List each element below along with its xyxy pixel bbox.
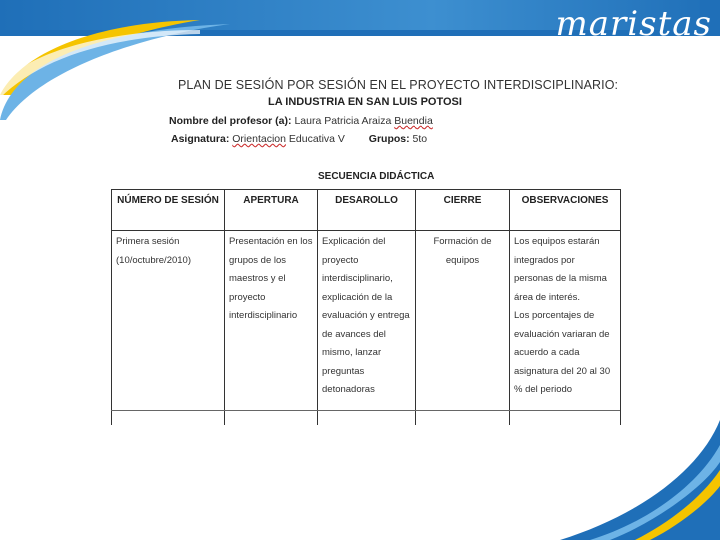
group-label: Grupos: (368, 133, 410, 145)
observaciones-part-1: Los equipos estarán integrados por personas de la misma área de interés. (514, 236, 607, 303)
maristas-logo: maristas (555, 4, 712, 44)
session-date: (10/octubre/2010) (116, 254, 191, 266)
header-cierre: CIERRE (416, 190, 510, 231)
didactic-sequence-table (111, 189, 621, 425)
header-desarollo: DESAROLLO (318, 190, 416, 231)
group-value: 5to (412, 133, 428, 145)
table-header-row (112, 190, 621, 231)
table-bottom-border (111, 410, 620, 411)
subject-name-rest: Educativa V (288, 133, 345, 145)
teacher-label: Nombre del profesor (a): (169, 115, 292, 127)
subject-label: Asignatura: (171, 133, 230, 145)
subject-name-first: Orientacion (232, 133, 286, 145)
header-observaciones: OBSERVACIONES (510, 190, 621, 231)
cell-apertura: Presentación en los grupos de los maestros y el proyecto interdisciplinario (225, 231, 318, 426)
session-name: Primera sesión (116, 236, 180, 247)
observaciones-part-2: Los porcentajes de evaluación variaran de acuerdo a cada asignatura del 20 al 30 % del periodo (514, 310, 611, 395)
teacher-surname: Buendia (394, 115, 433, 127)
table-row (112, 231, 621, 426)
cell-cierre: Formación de equipos (416, 231, 510, 426)
document-subtitle: LA INDUSTRIA EN SAN LUIS POTOSI (268, 96, 462, 108)
teacher-name: Laura Patricia Araiza (294, 115, 392, 127)
header-apertura: APERTURA (225, 190, 318, 231)
cell-desarollo: Explicación del proyecto interdisciplinario, explicación de la evaluación y entrega de avances del mismo, lanzar preguntas detonadoras (318, 231, 416, 426)
section-title: SECUENCIA DIDÁCTICA (318, 171, 435, 182)
document-title: PLAN DE SESIÓN POR SESIÓN EN EL PROYECTO INTERDISCIPLINARIO: (178, 78, 619, 92)
cell-observaciones (510, 231, 621, 426)
teacher-line (169, 115, 433, 127)
cell-numero (112, 231, 225, 426)
header-numero: NÚMERO DE SESIÓN (112, 190, 225, 231)
subject-line (171, 133, 427, 145)
